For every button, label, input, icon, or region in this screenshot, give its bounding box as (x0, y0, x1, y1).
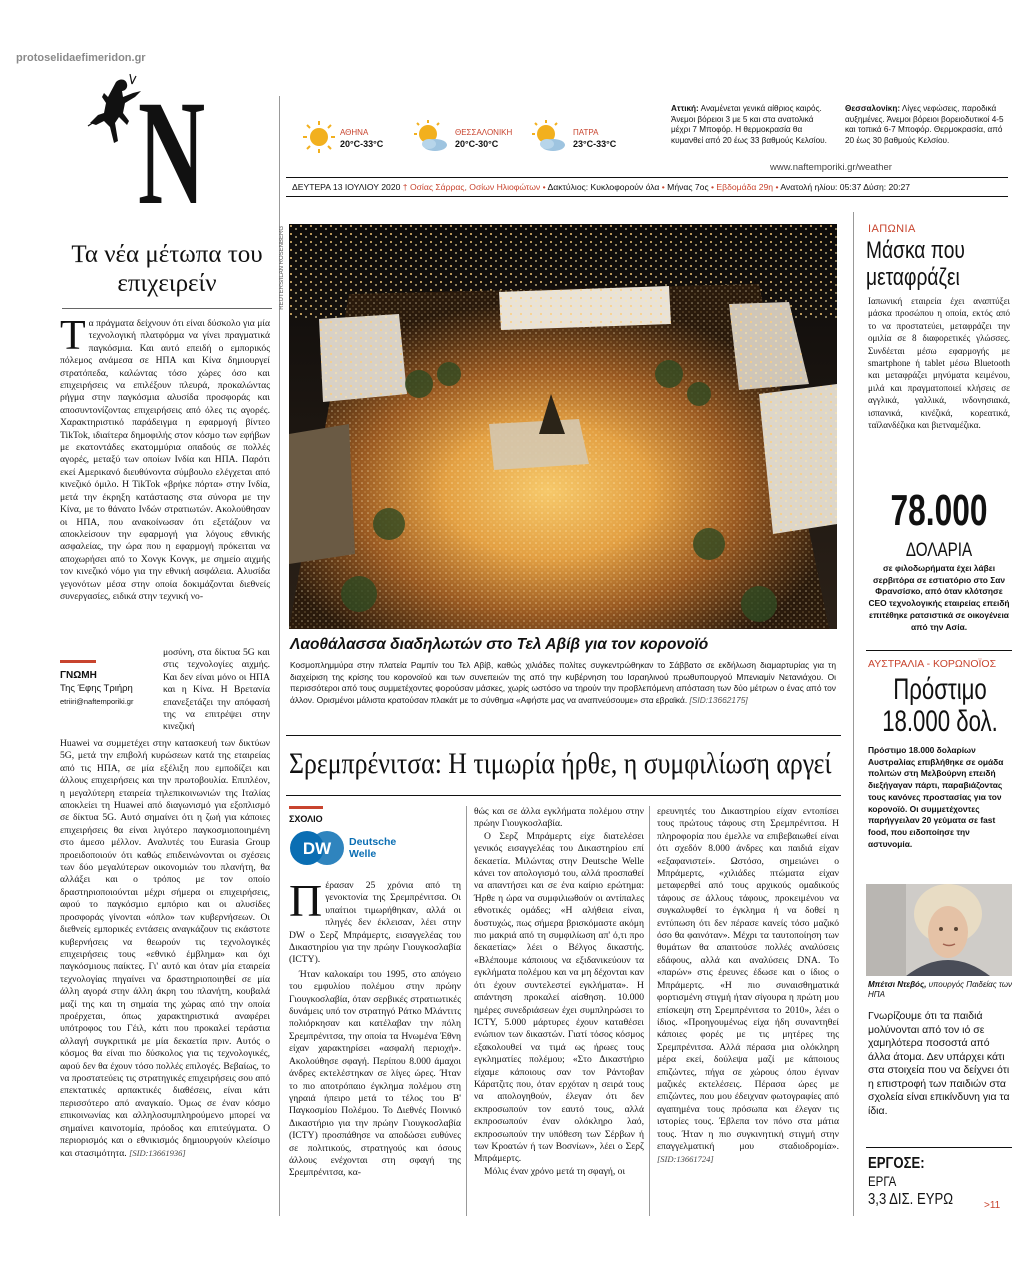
dateline-week: Εβδομάδα 29η (716, 182, 774, 192)
japan-headline-line-2: μεταφράζει (866, 264, 960, 291)
main-story-column-1 (289, 875, 461, 1180)
teaser-label: ΕΡΓΟΣΕ: (868, 1155, 925, 1172)
opinion-text-1: α πράγματα δείχνουν ότι είναι δύσκολο για μία τεχνολογική πλατφόρμα να γίνει πραγματικά παγκόσμια. Και αυτό επειδή ο εμπορικός πόλεμος ανάμεσα σε ΗΠΑ και Κίνα δημιουργεί στρατόπεδα, καλώντας τόσο χώρες όσο και επιχειρήσεις να επιλέξουν πλευρά, προκαλώντας ρήγμα στην παγκόσμια αλυσίδα προσφοράς και αποσυντονίζοντας επιχειρήσεις από όλες τις αγορές. Χαρακτηριστικό παράδειγμα η εφαρμογή βίντεο TikTok, ιδιαίτερα δημοφιλής στον κόσμο των εφήβων με εκατοντάδες εκατομμύρια οπαδούς σε πολλές αγορές, μεταξύ των οποίων Ινδία και ΗΠΑ. Παρότι εκεί Αμερικανό διευθύνοντα σύμβουλο ελέγχεται από κινεζικό όμιλο. Η TikTok «βρήκε πόρτα» στην Ινδία, μετά την έκρηξη κατάστασης στα σύνορα με την Κίνα, με το θάνατο Ινδών στρατιωτών. Ακολούθησαν οι ΗΠΑ, που ανακοίνωσαν ότι εξετάζουν να αποκλείσουν την εφαρμογή για λόγους εθνικής ασφαλείας, την ώρα που η εφαρμογή πρόκειται να αποχωρήσει από το Χονγκ Κονγκ, με σημείο αιχμής τον κινεζικό νόμο για την εθνική ασφάλεια. Αλυσίδα γεγονότων μέσα στην οποία δοκιμάζονται διεθνείς συνεργασίες, ειδικά στην τεχνική νο- (60, 318, 270, 602)
column-divider (853, 212, 854, 1216)
comment-section-label: ΣΧΟΛΙΟ (289, 814, 323, 824)
stat-unit: ΔΟΛΑΡΙΑ (905, 540, 973, 561)
opinion-body-part-3 (60, 738, 270, 1161)
story-paragraph: Ήταν καλοκαίρι του 1995, στο απόγειο του εμφυλίου πολέμου στην πρώην Γιουγκοσλαβία, όταν σερβικές στρατιωτικές δυνάμεις υπό τον στρατηγό Ράτκο Μλάντιτς πολιόρκησαν και κατέλαβαν την πόλη Σρεμπρένιτσα, την οποία τα Ηνωμένα Έθνη είχαν χαρακτηρίσει «ασφαλή περιοχή». Ακολούθησε σφαγή. Περίπου 8.000 άμαχοι άνδρες εκτελέστηκαν σε λίγες ώρες. Ήταν το πιο αποτρόπαιο έγκλημα πολέμου στη γηραιά ήπειρο μετά το τέλος του Β' Παγκοσμίου Πολέμου. Το Διεθνές Ποινικό Δικαστήριο για την πρώην Γιουγκοσλαβία (ICTY) προσπάθησε να αποδώσει ευθύνες σε πολιτικούς, στρατηγούς και όσους άλλους ενέχονται στη σφαγή της Σρεμπρένιτσα, κα- (289, 968, 461, 1179)
weather-attica-text: Αναμένεται γενικά αίθριος καιρός. Άνεμοι βόρειοι 3 με 5 και στα ανατολικά μέχρι 7 Μποφόρ. Η θερμοκρασία θα κυμανθεί από 20 έως 33 βαθμούς Κελσίου. (671, 104, 827, 145)
dw-line-1: Deutsche (349, 836, 397, 848)
opinion-body-part-2: μοσύνη, στα δίκτυα 5G και στις τεχνολογίες αιχμής. Και δεν είναι μόνο οι ΗΠΑ και η Κίνα. Η Βρετανία επανεξετάζει την απόφασή της να επιτρέψει στην κινεζική (163, 647, 270, 733)
dateline-sun: Ανατολή ηλίου: 05:37 Δύση: 20:27 (780, 182, 911, 192)
australia-section-label: ΑΥΣΤΡΑΛΙΑ - ΚΟΡΩΝΟΪΟΣ (868, 658, 997, 670)
opinion-section-label: ΓΝΩΜΗ (60, 670, 97, 681)
weather-thess-label: Θεσσαλονίκη: (845, 104, 901, 113)
masthead-logo: N (138, 70, 203, 236)
headline-rule (62, 308, 272, 309)
japan-headline[interactable] (866, 237, 965, 291)
australia-headline-line-2: 18.000 δολ. (882, 705, 998, 738)
page-reference-link[interactable]: >11 (984, 1200, 1001, 1211)
dateline-top-rule (286, 177, 1008, 178)
japan-headline-line-1: Μάσκα που (866, 237, 965, 264)
story-paragraph: Μόλις έναν χρόνο μετά τη σφαγή, οι (484, 1165, 626, 1177)
sun-icon (302, 120, 336, 154)
australia-headline[interactable] (866, 674, 1014, 738)
protest-photo[interactable] (289, 224, 837, 629)
weather-thessaloniki (413, 120, 523, 160)
column-divider (649, 806, 650, 1216)
city-temp: 20°C-33°C (340, 139, 384, 149)
story-paragraph: Ο Σερζ Μπράμερτς είχε διατελέσει γενικός εισαγγελέας του Δικαστηρίου επί δεκαετία. Μιλώντας στην Deutsche Welle κάνει τον απολογισμό του, αλλά προσπαθεί να απαντήσει και σε ένα καίριο ερώτημα: Ήρθε η ώρα να συμφιλιωθούν οι αντίπαλες εθνοτικές ομάδες; «Η αλήθεια είναι, δυστυχώς, πως σήμερα βρισκόμαστε ακόμη πιο μακριά από τη συμφιλίωση απ' ό,τι προ δεκαετίας» λέει ο Βέλγος δικαστής. «Βλέπουμε κάποιους να εξιδανικεύουν τα εγκλήματα πολέμου και να μη δέχονται καν ότι έχουν συντελεστεί εγκλήματα». Η απάντηση προκαλεί αίσθηση. 10.000 ημέρες συνεδριάσεων έχει συμπληρώσει το ICTY, 5.000 μάρτυρες έχουν καταθέσει ενώπιον των δικαστών. Γιατί τόσος κόσμος εξακολουθεί να τιμά ως ήρωες τους εγκληματίες πολέμου; «Στο Δικαστήριο είχαμε κάποιους σαν τον Ράντοβαν Κάρατζιτς που, όταν ερχόταν η σειρά τους να απολογηθούν, έλεγαν ότι δεν εκπροσωπούν τον εαυτό τους, αλλά εκπροσωπούν έναν ολόκληρο λαό, εκπροσωπούν την υπόθεση των Σέρβων ή των Κροατών ή των Βοσνίων», λέει ο Σερζ Μπράμερτς. (474, 830, 644, 1165)
photo-credit: REUTERS/ILAN ROSENBERG (279, 226, 285, 310)
dw-logo-icon (289, 830, 345, 866)
dateline-bottom-rule (286, 196, 1008, 197)
city-name: ΑΘΗΝΑ (340, 128, 369, 137)
sun-cloud-icon (531, 120, 567, 154)
dateline-saints: † Οσίας Σάρρας, Οσίων Ηλιοφώτων (402, 182, 541, 192)
hermes-logo-icon (86, 74, 144, 184)
photo-caption-text: Κοσμοπλημμύρα στην πλατεία Ραμπίν του Τελ Αβίβ, καθώς χιλιάδες πολίτες συγκεντρώθηκαν το Σάββατο σε εκδήλωση διαμαρτυρίας για τη διαχείριση της κρίσης του κορονοϊού και των συνεπειών της από την κυβέρνηση του Ισραηλινού πρωθυπουργού Μπενιαμίν Νετανιάχου. Οι περισσότεροι από τους συμμετέχοντες φορούσαν μάσκες, χωρίς ωστόσο να τηρούν την προβλεπόμενη απόσταση των δύο μέτρων ο ένας από τον άλλον. Ορισμένοι μάλιστα κρατούσαν πλακάτ με το σύνθημα «Αφήστε μας να αναπνεύσουμε» στα εβραϊκά. (290, 660, 836, 706)
weather-url-main: www.naftemporiki.gr/ (770, 162, 859, 173)
weather-url-section: weather (858, 162, 892, 173)
section-accent-bar (60, 660, 96, 663)
opinion-text-3: Huawei να συμμετέχει στην κατασκευή των δικτύων 5G, μετά την επιβολή κυρώσεων κατά της εταιρείας από τις ΗΠΑ, σε μία εξέλιξη που εμποδίζει και άλλους επιχειρήσεις και την πρωτοβουλία. Επιπλέον, η μεγαλύτερη εταιρεία τηλεπικοινωνιών της Ιταλίας αποκλείει τη Huawei από διαγωνισμό για εξοπλισμό σε δίκτυα 5G. Αυτό σημαίνει ότι η ζωή για κάποιες επιχειρήσεις θα είναι λιγότερο παγκοσμιοποιημένη στο άμεσο μέλλον. Αναλυτές του Eurasia Group προειδοποιούν ότι καθώς επιδεινώνονται οι σχέσεις των δύο μεγαλύτερων οικονομιών του πλανήτη, θα αλλάξει και ο τρόπος με τον οποίο δραστηριοποιούνται μέχρι σήμερα οι επιχειρήσεις, αφού το παγκόσμιο εμπόριο και οι αλυσίδες προσφοράς γίνονται «όπλο» των κυβερνήσεων. Οι διεθνείς εμπορικές εντάσεις αναγκάζουν τις εκάστοτε κυβερνήσεις να θεωρούν τις τεχνολογικές επιχειρήσεις τους «εθνικό έμβλημα» και όχι παγκόσμιους παίκτες. Γι' αυτό και όταν μία εταιρεία τεχνολογίας πηγαίνει να δραστηριοποιηθεί σε μία άλλη αγορά στην άλλη άκρη του πλανήτη, κουβαλά μαζί της και τη σημαία της χώρας από την οποία προέρχεται, όπως χαρακτηριστικά αναφέρει υπότροφος του Γέιλ, κάτι που προκαλεί τεράστια αλλαγή συγκριτικά με μία δεκαετία πριν. Αυτός ο κόσμος θα είναι πιο δύσκολος για τις τεχνολογικές, αφού δεν θα έχουν τόσο πολλές επιλογές. Βεβαίως, το να προστατεύεις τις στρατηγικές επιχειρήσεις σου από επεκτατικές αρπακτικές διαθέσεις, είναι κάτι περισσότερο από αναγκαίο. Όμως σε έναν κόσμο επικοινωνίας και αλληλοσυμπληρούμενο μπορεί να σημαίνει καινοτομία, πρόοδος και επιτεύγματα. Ο περιορισμός και ο εθνικισμός δημιουργούν κλείσιμο και στασιμότητα. (60, 738, 270, 1160)
story-paragraph: ερευνητές του Δικαστηρίου είχαν εντοπίσει τους πρώτους τάφους στη Σρεμπρένιτσα. Η πληροφορία που έμελλε να επιβεβαιωθεί είναι ότι σχεδόν 8.000 άνδρες και παιδιά είχαν «εξαφανιστεί». Ωστόσο, σημειώνει ο Μπράμερτς, «χιλιάδες πτώματα είχαν μεταφερθεί από τους αρχικούς ομαδικούς τάφους σε άλλους τάφους, προκειμένου να συγκαλυφθεί το έγκλημα ή να δοθεί η εντύπωση ότι δεν πέρασε κανείς τόσο μαζικό όσο θα φαινόταν». Μέχρι τα ταυτοποίηση των θυμάτων θα απαιτούσε πολλές αναλύσεις εδάφους, αλλά και αναλύσεις DNA. Το «παρών» στις έρευνες έδωσε και ο ίδιος ο Μπράμερτς. «Η πιο συναισθηματικά φορτισμένη στιγμή ήταν σίγουρα η πρώτη μου επίσκεψη στη Σρεμπρένιτσα το 2010», λέει ο ίδιος. «Προηγουμένως είχα ήδη συναντηθεί κάποιες φορές με τις μητέρες της Σρεμπρένιτσα. Αλλά πέρασα μια ολόκληρη μέρα εκεί, δούλεψα μαζί με κάποιους επιζώντες, πήγα σε χώρους όπου έγιναν μαζικές εκτελέσεις. Πέρασα ώρες με επιζώντες, που μου έδειχναν φωτογραφίες από αγαπημένα τους πρόσωπα και έλεγαν τις ιστορίες τους. Έβλεπα τον πόνο στα μάτια τους. Ήταν η πιο συγκινητική στιγμή στην επαγγελματική μου σταδιοδρομία». (657, 806, 839, 1152)
stat-description: σε φιλοδωρήματα έχει λάβει σερβιτόρα σε εστιατόριο στο Σαν Φρανσίσκο, από όταν κλότσησε CEO τεχνολογικής εταιρείας επειδή επιτέθηκε ρατσιστικά σε οικογένεια από την Ασία. (868, 563, 1010, 632)
dropcap: Π (289, 875, 323, 926)
dw-line-2: Welle (349, 848, 377, 860)
weather-thessaloniki-text (845, 104, 1008, 146)
right-column-rule (866, 1147, 1012, 1148)
dropcap: Τ (60, 313, 86, 359)
right-column-rule (866, 650, 1012, 651)
stat-number: 78.000 (890, 486, 988, 535)
dateline-date: ΔΕΥΤΕΡΑ 13 ΙΟΥΛΙΟΥ 2020 (292, 182, 401, 192)
city-name: ΠΑΤΡΑ (573, 128, 599, 137)
portrait-caption (868, 980, 1012, 1000)
weather-attica (671, 104, 831, 146)
dateline: ΔΕΥΤΕΡΑ 13 ΙΟΥΛΙΟΥ 2020 † Οσίας Σάρρας, Οσίων Ηλιοφώτων • Δακτύλιος: Κυκλοφορούν όλα • Μήνας 7ος • Εβδομάδα 29η • Ανατολή ηλίου: 05:37 Δύση: 20:27 (292, 182, 911, 192)
main-headline-rule (286, 795, 841, 796)
svg-text:DW: DW (302, 839, 332, 858)
teaser-headline[interactable]: 3,3 ΔΙΣ. ΕΥΡΩ (868, 1191, 954, 1208)
weather-attica-label: Αττική: (671, 104, 699, 113)
deutsche-welle-logo (289, 830, 409, 866)
dateline-traffic: Δακτύλιος: Κυκλοφορούν όλα (547, 182, 660, 192)
weather-thess-text: Λίγες νεφώσεις, παροδικά αυξημένες. Άνεμοι βόρειοι βορειοδυτικοί 4-5 και τοπικά 6-7 Μποφόρ. Θερμοκρασία, από 20 έως 30 βαθμούς Κελσίου. (845, 104, 1004, 145)
devos-portrait (866, 884, 1012, 976)
opinion-author-email[interactable]: etriiri@naftemporiki.gr (60, 697, 134, 706)
main-story-column-2 (474, 806, 644, 1178)
sun-cloud-icon (413, 120, 449, 154)
story-id: [SID:13661724] (657, 1154, 714, 1165)
story-lead: έρασαν 25 χρόνια από τη γενοκτονία της Σρεμπρένιτσα. Οι υπαίτιοι τιμωρήθηκαν, αλλά οι πληγές δεν έκλεισαν, λέει στην DW ο Σερζ Μπράμερτς, εισαγγελέας του Δικαστηρίου για την πρώην Γιουγκοσλαβία (ICTY). (289, 880, 461, 966)
dateline-month: Μήνας 7ος (667, 182, 709, 192)
dw-wordmark (349, 836, 396, 860)
photo-caption-title[interactable]: Λαοθάλασσα διαδηλωτών στο Τελ Αβίβ για τον κορονοϊό (290, 636, 709, 653)
opinion-body-part-1 (60, 313, 270, 603)
weather-link[interactable] (770, 162, 892, 173)
caption-rule (286, 735, 841, 736)
japan-body: Ιαπωνική εταιρεία έχει αναπτύξει μάσκα προσώπου η οποία, εκτός από το να προστατεύει, μεταφράζει την ομιλία σε 8 διαφορετικές γλώσσες. Συνδέεται μέσω εφαρμογής με smartphone ή tablet μέσω Bluetooth και μεταφράζει μηνύματα κειμένου, μιλά και πραγματοποιεί κλήσεις σε αγγλικά, γαλλικά, ινδονησιακά, ισπανικά, κινέζικά, κορεατικά, ταϊλανδέζικα και βιετναμέζικα. (868, 296, 1010, 431)
japan-section-label: ΙΑΠΩΝΙΑ (868, 223, 916, 235)
section-accent-bar (289, 806, 323, 809)
opinion-headline[interactable]: Τα νέα μέτωπα του επιχειρείν (71, 241, 263, 297)
australia-body: Πρόστιμο 18.000 δολαρίων Αυστραλίας επιβλήθηκε σε ομάδα πολιτών στη Μελβούρνη επειδή διεξήγαγαν πάρτι, παραβιάζοντας τους κανόνες προστασίας για τον κορονοϊό. Οι συμμετέχοντες παρήγγειλαν 20 γεύματα σε fast food, που ειδοποίησε την αστυνομία. (868, 745, 1004, 849)
weather-athens (302, 120, 412, 160)
teaser-subtitle: ΕΡΓΑ (868, 1173, 897, 1189)
story-id: [SID:13662175] (689, 695, 748, 706)
opinion-author: Της Έφης Τριήρη (60, 683, 133, 694)
portrait-image (866, 884, 1012, 976)
pull-quote: Γνωρίζουμε ότι τα παιδιά μολύνονται από τον ιό σε χαμηλότερα ποσοστά από άλλα άτομα. Δεν υπάρχει κάτι στα στοιχεία που να δείχνει ότι η επιστροφή των παιδιών στα σχολεία είναι επικίνδυνη για τα ίδια. (868, 1010, 1010, 1117)
column-divider (466, 806, 467, 1216)
photo-caption (290, 660, 836, 707)
portrait-name: Μπέτσι Ντεβός, (868, 980, 927, 989)
city-temp: 23°C-33°C (573, 139, 617, 149)
aerial-crowd-image (289, 224, 837, 629)
portrait-role: υπουργός Παιδείας των ΗΠΑ (868, 980, 1012, 999)
story-paragraph: θώς και σε άλλα εγκλήματα πολέμου στην πρώην Γιουγκοσλαβία. (474, 806, 644, 830)
site-watermark: protoselidaefimeridon.gr (16, 52, 146, 64)
main-headline[interactable]: Σρεμπρένιτσα: Η τιμωρία ήρθε, η συμφιλίωση αργεί (289, 747, 832, 780)
city-temp: 20°C-30°C (455, 139, 499, 149)
weather-patra (531, 120, 641, 160)
story-id: [SID:13661936] (129, 1148, 186, 1159)
city-name: ΘΕΣΣΑΛΟΝΙΚΗ (455, 128, 513, 137)
main-story-column-3 (657, 806, 839, 1167)
australia-headline-line-1: Πρόστιμο (893, 673, 987, 706)
